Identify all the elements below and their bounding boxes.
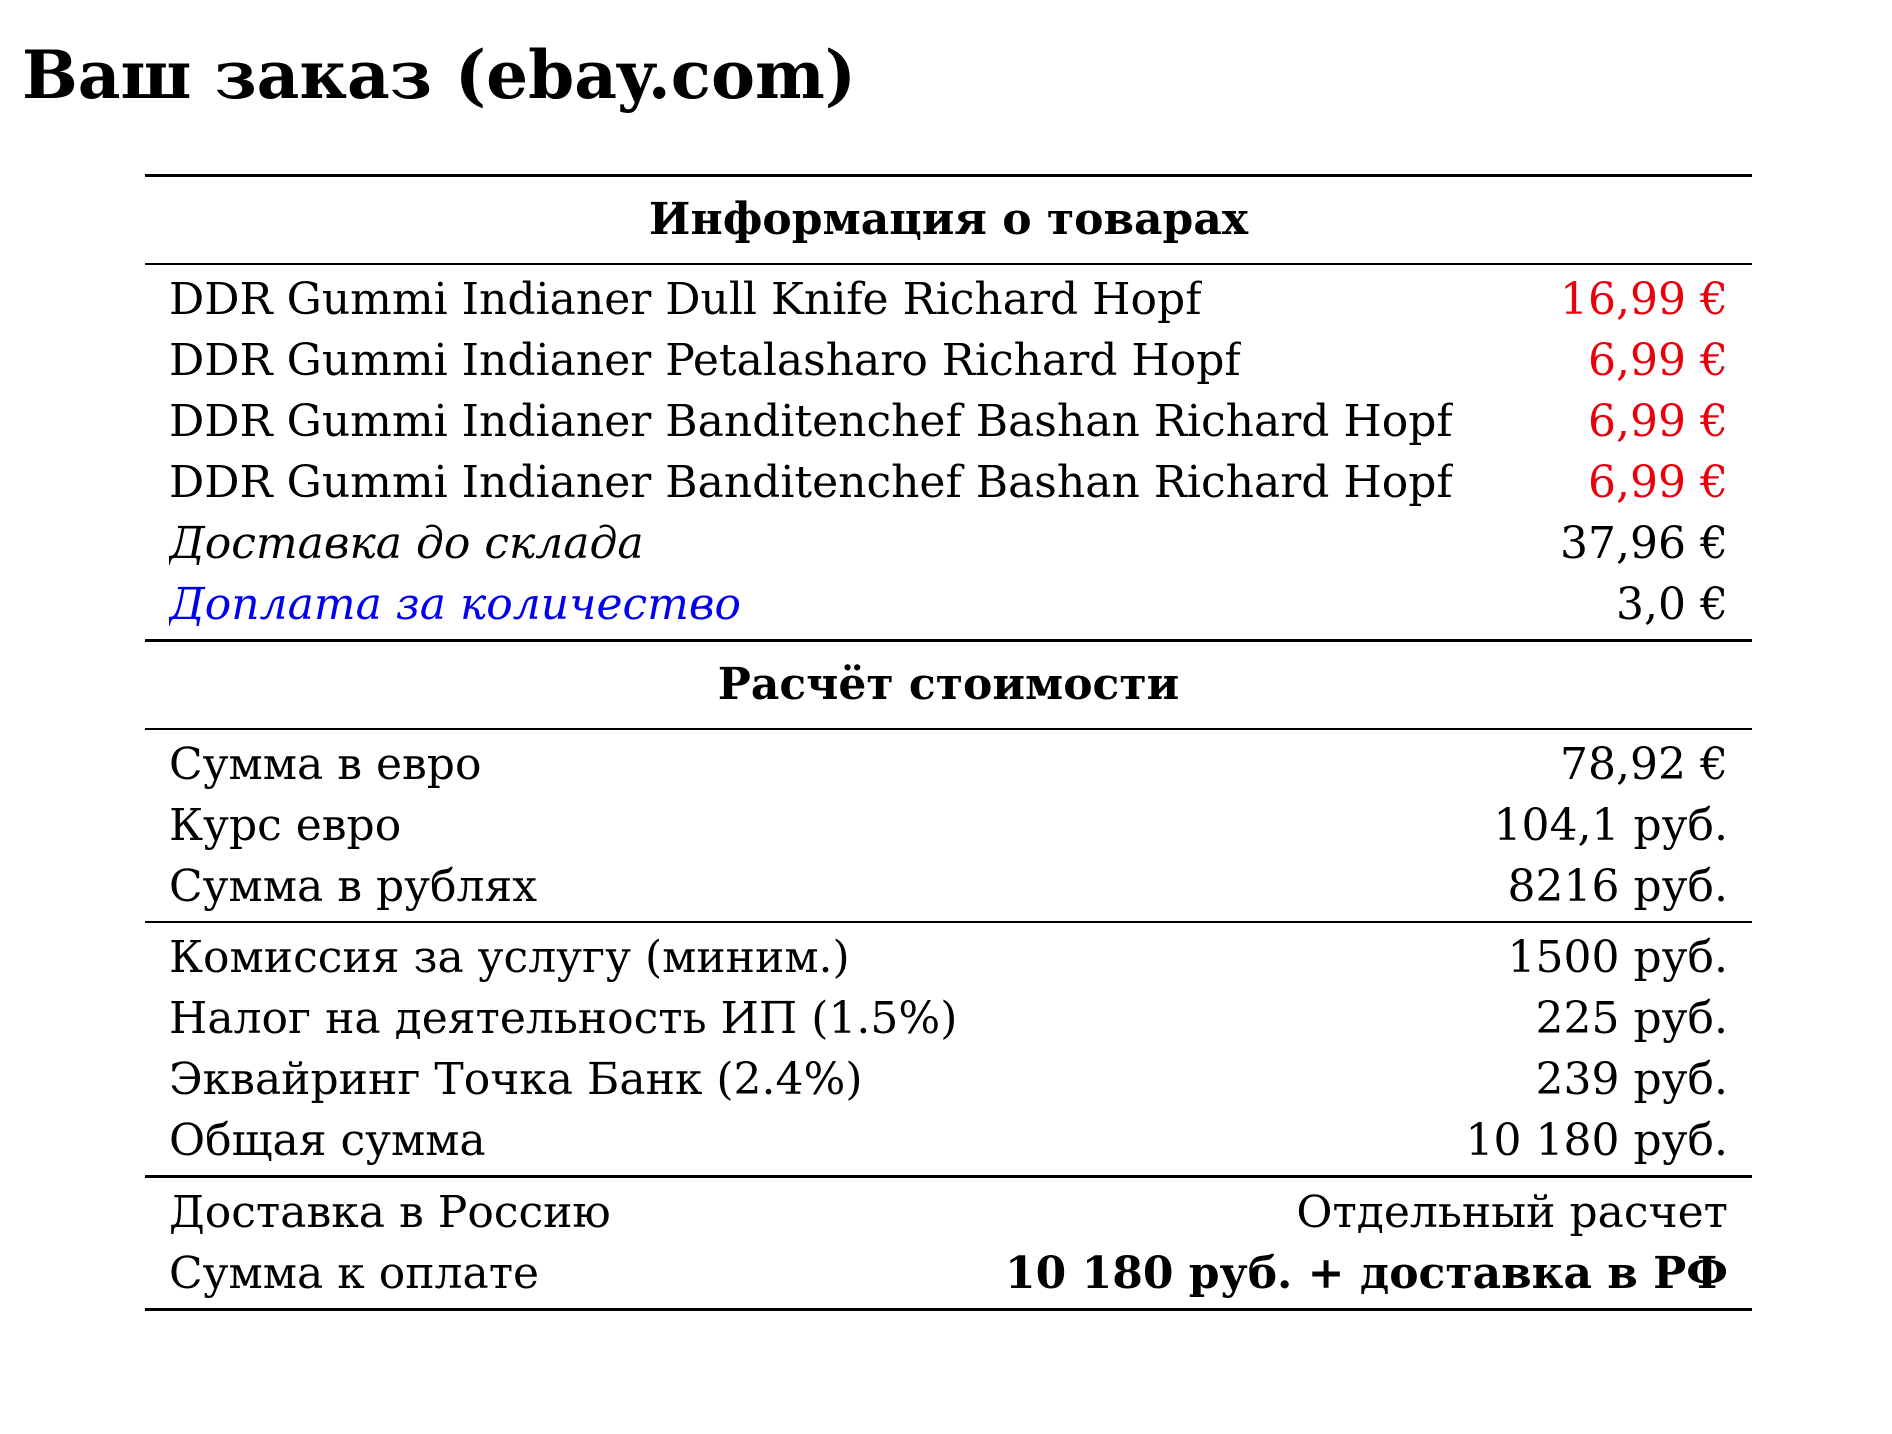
conversion-row	[145, 856, 1752, 917]
russia-shipping-label: Доставка в Россию	[169, 1187, 611, 1238]
total-value: 10 180 руб.	[1465, 1115, 1728, 1166]
conversion-label: Сумма в рублях	[169, 861, 538, 912]
goods-item-name: DDR Gummi Indianer Petalasharo Richard Hopf	[169, 335, 1241, 386]
fee-row	[145, 927, 1752, 988]
table-bottom-rule	[145, 1308, 1752, 1311]
final-list	[145, 1178, 1752, 1308]
warehouse-shipping-label: Доставка до склада	[169, 518, 644, 569]
goods-item-row	[145, 269, 1752, 330]
quantity-surcharge-row	[145, 574, 1752, 635]
goods-item-row	[145, 452, 1752, 513]
conversion-value: 8216 руб.	[1507, 861, 1728, 912]
goods-item-price: 6,99 €	[1588, 457, 1728, 508]
goods-item-name: DDR Gummi Indianer Banditenchef Bashan Richard Hopf	[169, 457, 1453, 508]
fees-list	[145, 923, 1752, 1175]
amount-due-row	[145, 1243, 1752, 1304]
fee-value: 1500 руб.	[1507, 932, 1728, 983]
goods-item-row	[145, 391, 1752, 452]
goods-list	[145, 265, 1752, 639]
russia-shipping-row	[145, 1182, 1752, 1243]
conversion-value: 104,1 руб.	[1493, 800, 1728, 851]
amount-due-value: 10 180 руб. + доставка в РФ	[1005, 1248, 1728, 1299]
page-title: Ваш заказ (ebay.com)	[22, 36, 857, 114]
fee-value: 225 руб.	[1535, 993, 1728, 1044]
fee-row	[145, 988, 1752, 1049]
calculation-section-header: Расчёт стоимости	[717, 659, 1180, 710]
goods-item-price: 6,99 €	[1588, 396, 1728, 447]
order-table	[145, 174, 1752, 1311]
conversion-row	[145, 734, 1752, 795]
conversion-row	[145, 795, 1752, 856]
fee-label: Эквайринг Точка Банк (2.4%)	[169, 1054, 863, 1105]
goods-item-price: 16,99 €	[1560, 274, 1728, 325]
total-row	[145, 1110, 1752, 1171]
russia-shipping-value: Отдельный расчет	[1296, 1187, 1728, 1238]
quantity-surcharge-label: Доплата за количество	[169, 579, 741, 630]
goods-item-name: DDR Gummi Indianer Banditenchef Bashan Richard Hopf	[169, 396, 1453, 447]
goods-item-name: DDR Gummi Indianer Dull Knife Richard Hopf	[169, 274, 1202, 325]
warehouse-shipping-value: 37,96 €	[1560, 518, 1728, 569]
goods-item-price: 6,99 €	[1588, 335, 1728, 386]
goods-section-header: Информация о товарах	[648, 194, 1249, 245]
quantity-surcharge-value: 3,0 €	[1616, 579, 1728, 630]
conversion-value: 78,92 €	[1560, 739, 1728, 790]
warehouse-shipping-row	[145, 513, 1752, 574]
conversion-list	[145, 730, 1752, 921]
fee-label: Комиссия за услугу (миним.)	[169, 932, 850, 983]
fee-value: 239 руб.	[1535, 1054, 1728, 1105]
fee-row	[145, 1049, 1752, 1110]
fee-label: Налог на деятельность ИП (1.5%)	[169, 993, 958, 1044]
total-label: Общая сумма	[169, 1115, 486, 1166]
conversion-label: Сумма в евро	[169, 739, 482, 790]
conversion-label: Курс евро	[169, 800, 402, 851]
goods-item-row	[145, 330, 1752, 391]
amount-due-label: Сумма к оплате	[169, 1248, 540, 1299]
